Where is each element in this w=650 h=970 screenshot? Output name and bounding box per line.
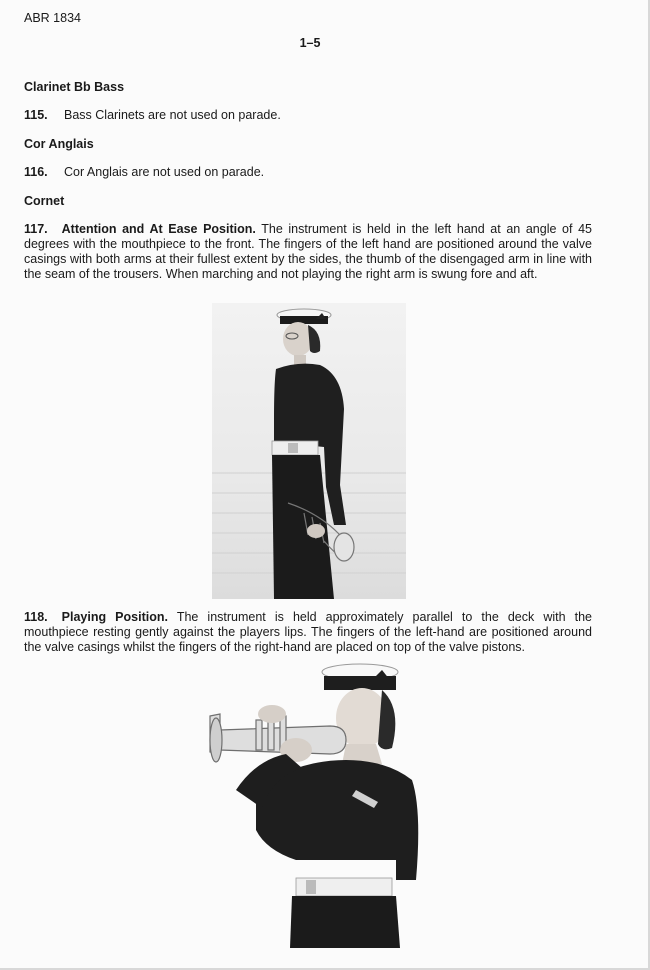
heading-cornet: Cornet xyxy=(24,194,65,208)
paragraph-title: Attention and At Ease Position. xyxy=(61,222,256,236)
paragraph-text: Cor Anglais are not used on parade. xyxy=(64,165,265,179)
paragraph-text: The instrument is held in the left hand at an angle of 45 degrees with the mouthpiece to the front. The fingers of the left hand are positioned around the valve casings with both arms at their fullest extent by the sides, the thumb of the disengaged arm in line with the seam of the trousers. When marching and not playing the right arm is swung fore and aft. xyxy=(24,222,592,281)
paragraph-text: The instrument is held approximately parallel to the deck with the mouthpiece resting gently against the players lips. The fingers of the left-hand are positioned around the valve casings whilst the fingers of the right-hand are placed on top of the valve pistons. xyxy=(24,610,592,654)
page-number: 1–5 xyxy=(299,36,321,50)
photo-standing-position xyxy=(212,303,406,599)
paragraph-title: Playing Position. xyxy=(61,610,168,624)
paragraph-number: 118. xyxy=(24,610,48,624)
heading-clarinet: Clarinet Bb Bass xyxy=(24,80,125,94)
paragraph-number: 116. xyxy=(24,165,48,179)
paragraph-116 xyxy=(24,165,592,180)
photo-playing-position xyxy=(196,660,426,948)
paragraph-117 xyxy=(24,222,592,282)
paragraph-number: 117. xyxy=(24,222,48,236)
paragraph-118 xyxy=(24,610,592,655)
paragraph-115 xyxy=(24,108,592,123)
paragraph-text: Bass Clarinets are not used on parade. xyxy=(64,108,281,122)
heading-cor-anglais: Cor Anglais xyxy=(24,137,94,151)
document-reference: ABR 1834 xyxy=(24,11,81,25)
paragraph-number: 115. xyxy=(24,108,48,122)
